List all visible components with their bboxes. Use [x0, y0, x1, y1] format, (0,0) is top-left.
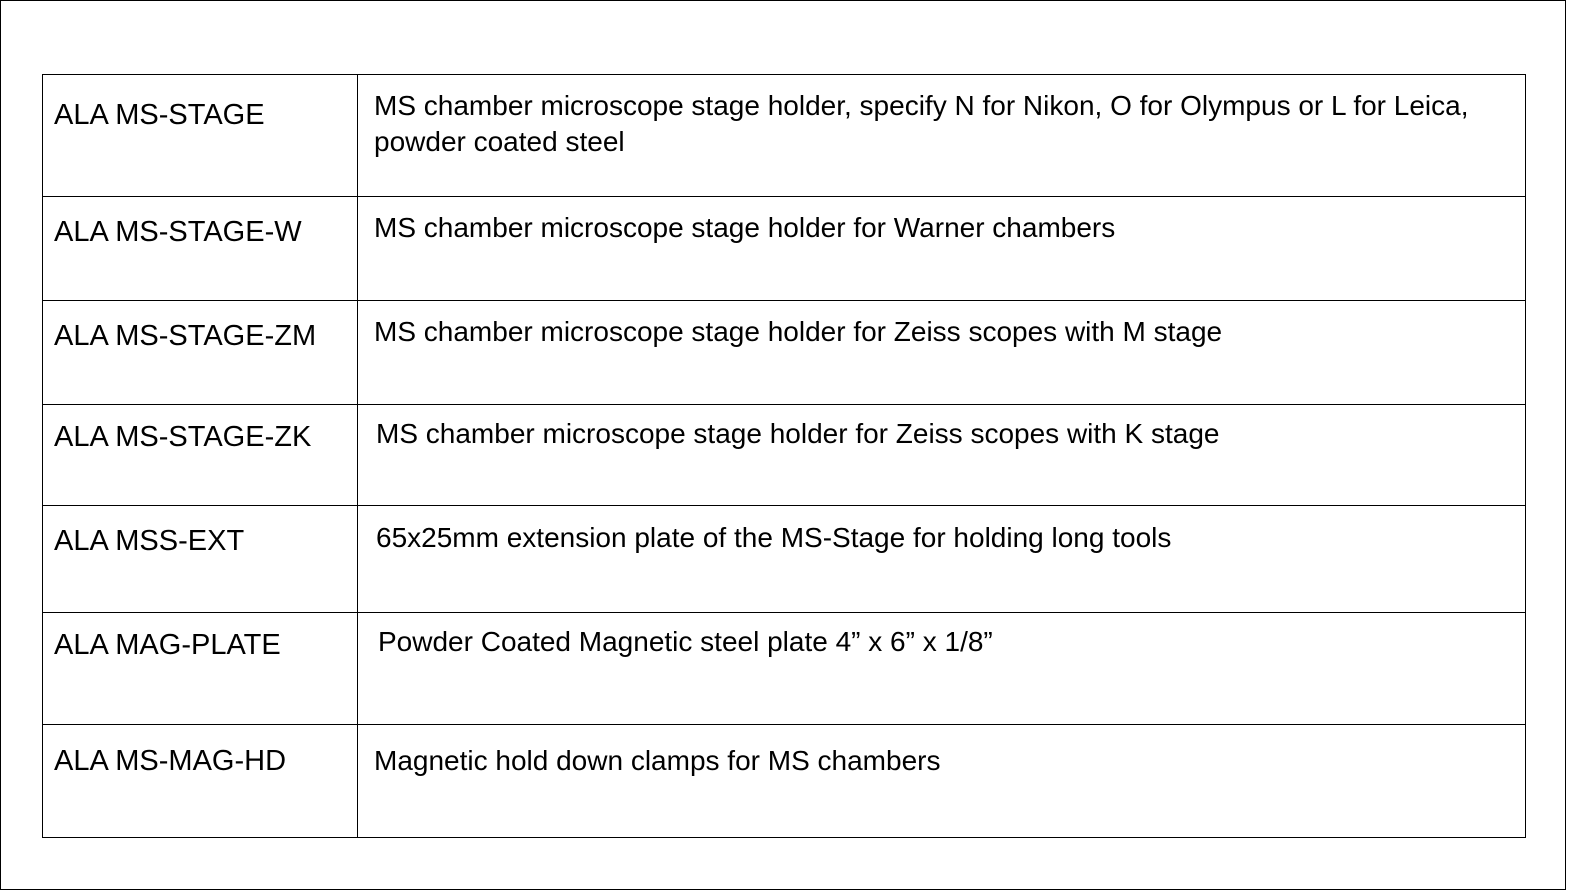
description-cell: MS chamber microscope stage holder for Zeiss scopes with M stage	[358, 301, 1526, 405]
description-cell: Powder Coated Magnetic steel plate 4” x 6” x 1/8”	[358, 613, 1526, 725]
table-row	[43, 725, 1526, 838]
part-number-cell: ALA MS-STAGE-ZK	[43, 405, 358, 506]
part-number-cell: ALA MS-STAGE-W	[43, 197, 358, 301]
parts-table	[42, 74, 1526, 838]
description-cell: MS chamber microscope stage holder for Zeiss scopes with K stage	[358, 405, 1526, 506]
table-row	[43, 613, 1526, 725]
description-cell: MS chamber microscope stage holder, specify N for Nikon, O for Olympus or L for Leica, powder coated steel	[358, 75, 1526, 197]
table-row	[43, 506, 1526, 613]
part-number-cell: ALA MS-MAG-HD	[43, 725, 358, 838]
part-number-cell: ALA MAG-PLATE	[43, 613, 358, 725]
table-row	[43, 75, 1526, 197]
description-cell: 65x25mm extension plate of the MS-Stage for holding long tools	[358, 506, 1526, 613]
part-number-cell: ALA MSS-EXT	[43, 506, 358, 613]
description-cell: MS chamber microscope stage holder for Warner chambers	[358, 197, 1526, 301]
table-row	[43, 197, 1526, 301]
description-cell: Magnetic hold down clamps for MS chambers	[358, 725, 1526, 838]
part-number-cell: ALA MS-STAGE-ZM	[43, 301, 358, 405]
table-row	[43, 405, 1526, 506]
part-number-cell: ALA MS-STAGE	[43, 75, 358, 197]
table-row	[43, 301, 1526, 405]
